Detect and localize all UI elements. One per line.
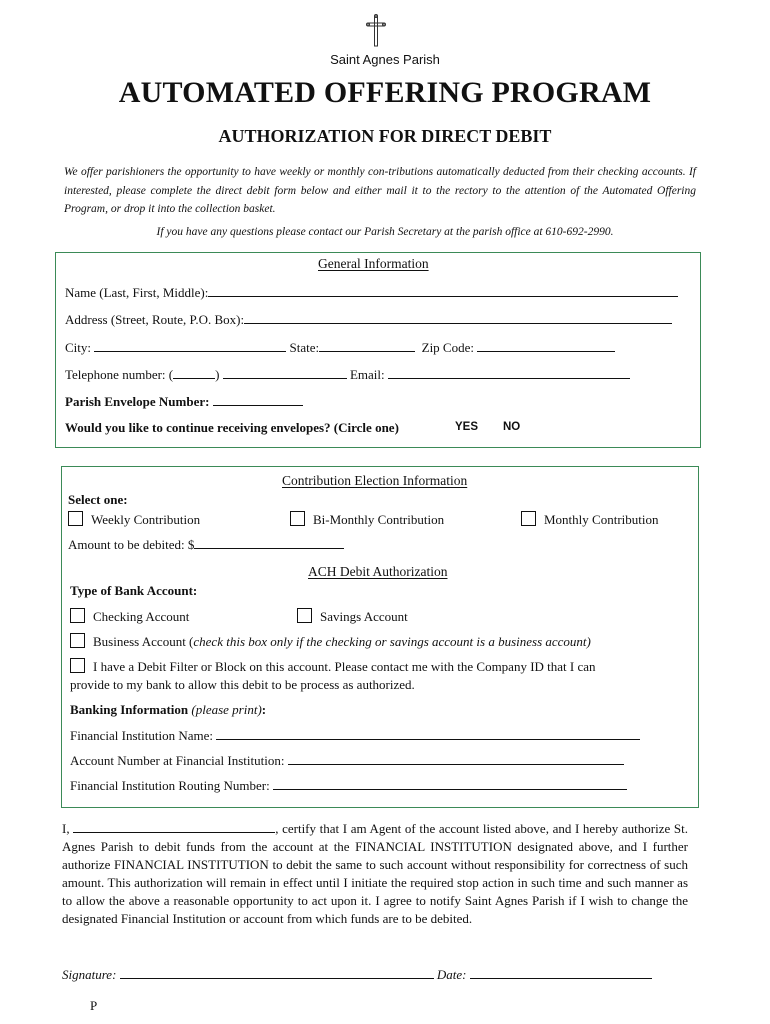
phone-label: Telephone number: ( (65, 367, 174, 382)
institution-row (70, 727, 640, 744)
phone-row (65, 366, 630, 383)
intro-paragraph: We offer parishioners the opportunity to have weekly or monthly con-tributions automatically deducted from their checking accounts. If interested, please complete the direct debit form below and either mail it to the rectory to the attention of the Automated Offering Program, or drop it into the collection basket. (64, 166, 696, 215)
address-row (65, 311, 672, 328)
weekly-label: Weekly Contribution (91, 512, 201, 527)
address-field[interactable] (244, 311, 672, 324)
routing-field[interactable] (273, 777, 627, 790)
savings-checkbox[interactable] (297, 608, 312, 623)
envelope-label: Parish Envelope Number: (65, 394, 210, 409)
signature-label: Signature: (62, 967, 117, 982)
city-row (65, 339, 615, 356)
account-row (70, 752, 624, 769)
select-one-label: Select one: (68, 492, 128, 507)
authorization-text: , certify that I am Agent of the account listed above, and I hereby authorize St. Agnes Parish to debit funds from the account at the FINANCIAL INSTITUTION designated above, and I further authorize FINANCIAL INSTITUTION to debit the same to such account without responsibility for correctness of such amount. This authorization will remain in effect until I initiate the required stop action in such time and such manner as to allow the above a reasonable opportunity to act upon it. I agree to notify Saint Agnes Parish if I wish to change the designated Financial Institution or account from which funds are to be debited. (62, 821, 688, 926)
debit-filter-label: I have a Debit Filter or Block on this account. Please contact me with the Company ID that I can (93, 659, 596, 674)
envelope-field[interactable] (213, 393, 303, 406)
savings-label: Savings Account (320, 609, 408, 624)
checking-checkbox[interactable] (70, 608, 85, 623)
debit-filter-option[interactable] (70, 658, 596, 675)
agent-name-field[interactable] (73, 820, 275, 833)
routing-row (70, 777, 627, 794)
banking-colon: : (261, 702, 267, 717)
yes-option[interactable]: YES (455, 421, 479, 433)
state-label: State: (289, 340, 320, 355)
weekly-checkbox[interactable] (68, 511, 83, 526)
institution-label: Financial Institution Name: (70, 728, 213, 743)
monthly-label: Monthly Contribution (544, 512, 659, 527)
business-label: Business Account ( (93, 634, 194, 649)
bimonthly-option[interactable] (290, 511, 444, 528)
city-label: City: (65, 340, 92, 355)
page-title: AUTOMATED OFFERING PROGRAM (118, 76, 652, 109)
amount-field[interactable] (194, 536, 344, 549)
checking-option[interactable] (70, 608, 189, 625)
zip-label: Zip Code: (421, 340, 474, 355)
contact-note: If you have any questions please contact our Parish Secretary at the parish office at 610-692-2990. (156, 226, 614, 238)
routing-label: Financial Institution Routing Number: (70, 778, 270, 793)
bimonthly-label: Bi-Monthly Contribution (313, 512, 445, 527)
bimonthly-checkbox[interactable] (290, 511, 305, 526)
page-mark: P (90, 998, 98, 1013)
ach-heading: ACH Debit Authorization (308, 564, 448, 579)
signature-field[interactable] (120, 966, 434, 979)
account-label: Account Number at Financial Institution: (70, 753, 285, 768)
zip-field[interactable] (477, 339, 615, 352)
email-field[interactable] (388, 366, 630, 379)
amount-row (68, 536, 344, 553)
banking-info-heading (70, 702, 266, 718)
savings-option[interactable] (297, 608, 408, 625)
debit-filter-checkbox[interactable] (70, 658, 85, 673)
banking-label: Banking Information (70, 702, 189, 717)
business-note: check this box only if the checking or savings account is a business account) (193, 634, 591, 649)
phone-close-paren: ) (215, 367, 220, 382)
account-field[interactable] (288, 752, 624, 765)
name-label: Name (Last, First, Middle): (65, 285, 209, 300)
date-label: Date: (436, 967, 467, 982)
no-option[interactable]: NO (503, 421, 521, 433)
monthly-checkbox[interactable] (521, 511, 536, 526)
general-information-heading: General Information (318, 256, 429, 271)
state-field[interactable] (319, 339, 415, 352)
banking-note: (please print) (191, 702, 262, 717)
email-label: Email: (349, 367, 385, 382)
amount-label: Amount to be debited: $ (68, 537, 195, 552)
name-row (65, 284, 678, 301)
monthly-option[interactable] (521, 511, 658, 528)
page-subtitle: AUTHORIZATION FOR DIRECT DEBIT (218, 126, 552, 146)
business-checkbox[interactable] (70, 633, 85, 648)
signature-row (62, 966, 652, 983)
parish-name: Saint Agnes Parish (330, 52, 440, 67)
authorization-i: I, (62, 821, 70, 836)
contribution-heading: Contribution Election Information (282, 473, 468, 488)
date-field[interactable] (470, 966, 652, 979)
business-option[interactable] (70, 633, 591, 650)
authorization-paragraph (62, 820, 688, 928)
cross-icon (366, 14, 386, 48)
envelope-row (65, 393, 303, 410)
name-field[interactable] (208, 284, 678, 297)
phone-field[interactable] (223, 366, 347, 379)
city-field[interactable] (94, 339, 286, 352)
weekly-option[interactable] (68, 511, 200, 528)
checking-label: Checking Account (93, 609, 190, 624)
address-label: Address (Street, Route, P.O. Box): (65, 312, 245, 327)
envelopes-question: Would you like to continue receiving envelopes? (Circle one) (65, 420, 399, 435)
bank-type-label: Type of Bank Account: (70, 583, 198, 598)
institution-field[interactable] (216, 727, 640, 740)
debit-filter-label-cont: provide to my bank to allow this debit to be process as authorized. (70, 677, 415, 692)
area-code-field[interactable] (173, 366, 215, 379)
